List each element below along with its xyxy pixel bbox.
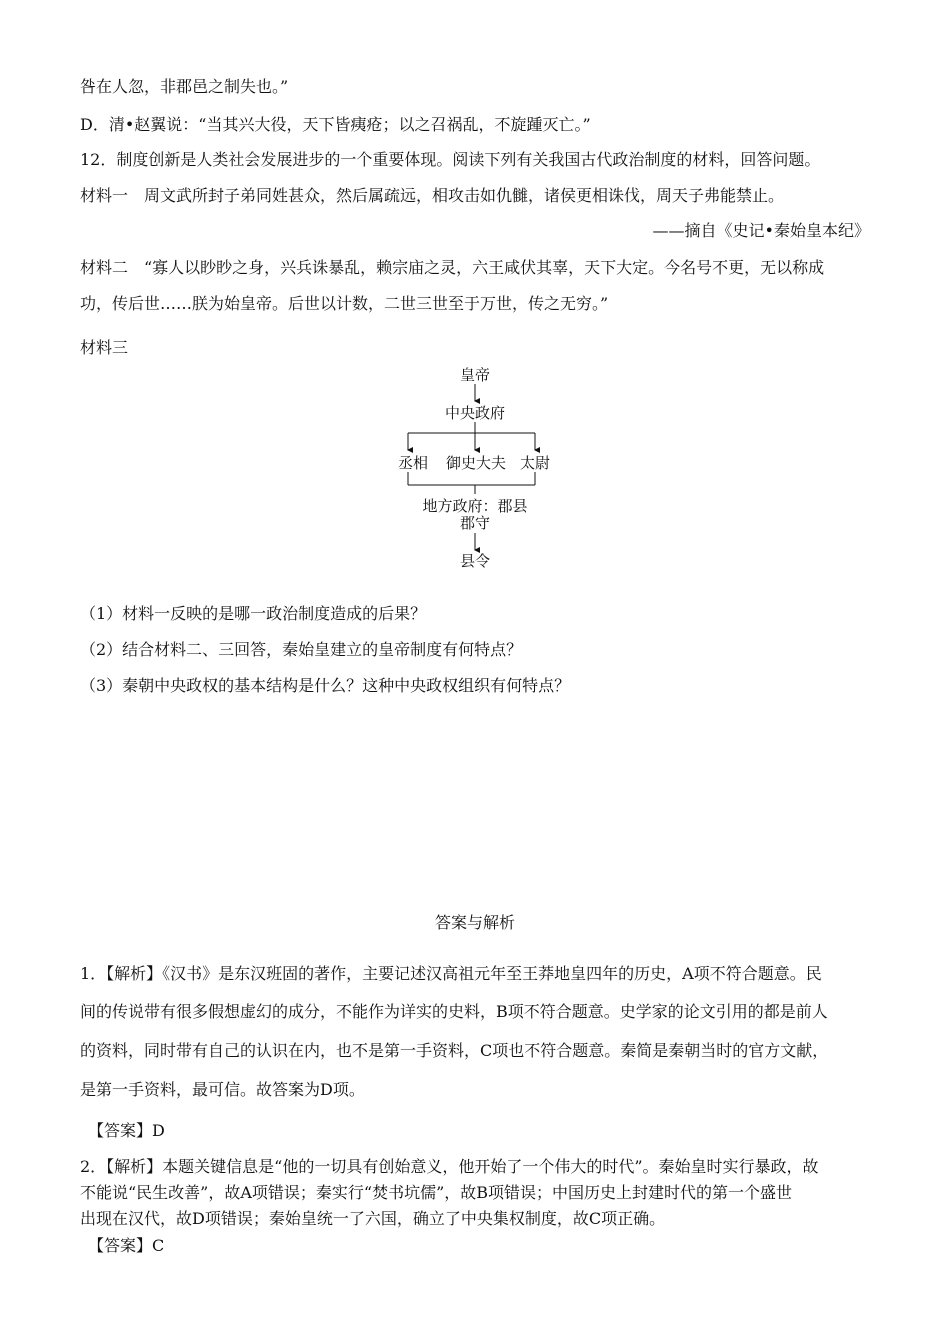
answer-1-key: 【答案】D — [88, 1121, 165, 1140]
node-central-government: 中央政府 — [444, 404, 506, 422]
answer-2-line-1: 2．【解析】本题关键信息是“他的一切具有创始意义，他开始了一个伟大的时代”。秦始皇时实行暴政，故 — [80, 1157, 819, 1176]
question-2: （2）结合材料二、三回答，秦始皇建立的皇帝制度有何特点？ — [80, 640, 523, 659]
question-3: （3）秦朝中央政权的基本结构是什么？这种中央政权组织有何特点？ — [80, 676, 571, 695]
answer-2-line-3: 出现在汉代，故D项错误；秦始皇统一了六国，确立了中央集权制度，故C项正确。 — [80, 1209, 666, 1228]
node-chancellor: 丞相 — [397, 454, 429, 472]
question-1: （1）材料一反映的是哪一政治制度造成的后果？ — [80, 604, 427, 623]
material-two-line-1: 材料二 “寡人以眇眇之身，兴兵诛暴乱，赖宗庙之灵，六王咸伏其辜，天下大定。今名号不更，无以称成 — [80, 258, 825, 277]
material-two-line-2: 功，传后世……朕为始皇帝。后世以计数，二世三世至于万世，传之无穷。” — [80, 294, 609, 313]
answer-2-line-2: 不能说“民生改善”，故A项错误；秦实行“焚书坑儒”，故B项错误；中国历史上封建时代的第一个盛世 — [80, 1183, 793, 1202]
material-one: 材料一 周文武所封子弟同姓甚众，然后属疏远，相攻击如仇雠，诸侯更相诛伐，周天子弗能禁止。 — [80, 186, 785, 205]
node-imperial-censor: 御史大夫 — [445, 454, 507, 472]
node-commandery-governor: 郡守 — [459, 514, 491, 532]
node-emperor: 皇帝 — [459, 366, 491, 384]
question-12-stem: 12．制度创新是人类社会发展进步的一个重要体现。阅读下列有关我国古代政治制度的材料，回答问题。 — [80, 150, 821, 169]
material-one-source: ——摘自《史记•秦始皇本纪》 — [652, 221, 870, 240]
node-local-government: 地方政府：郡县 — [422, 497, 528, 515]
answer-1-line-1: 1．【解析】《汉书》是东汉班固的著作，主要记述汉高祖元年至王莽地皇四年的历史，A项不符合题意。民 — [80, 964, 822, 983]
node-grand-commandant: 太尉 — [519, 454, 551, 472]
answer-1-line-4: 是第一手资料，最可信。故答案为D项。 — [80, 1080, 365, 1099]
option-d: D．清•赵翼说：“当其兴大役，天下皆痍疮；以之召祸乱，不旋踵灭亡。” — [80, 115, 591, 134]
material-three-label: 材料三 — [80, 338, 129, 357]
node-county-magistrate: 县令 — [459, 552, 491, 570]
qin-government-diagram — [380, 360, 580, 575]
answers-title: 答案与解析 — [434, 913, 515, 932]
answer-1-line-2: 间的传说带有很多假想虚幻的成分，不能作为详实的史料，B项不符合题意。史学家的论文引用的都是前人 — [80, 1002, 828, 1021]
answer-1-line-3: 的资料，同时带有自己的认识在内，也不是第一手资料，C项也不符合题意。秦简是秦朝当时的官方文献， — [80, 1041, 829, 1060]
option-c-continued: 咎在人忽，非郡邑之制失也。” — [80, 77, 289, 96]
answer-2-key: 【答案】C — [88, 1236, 165, 1255]
